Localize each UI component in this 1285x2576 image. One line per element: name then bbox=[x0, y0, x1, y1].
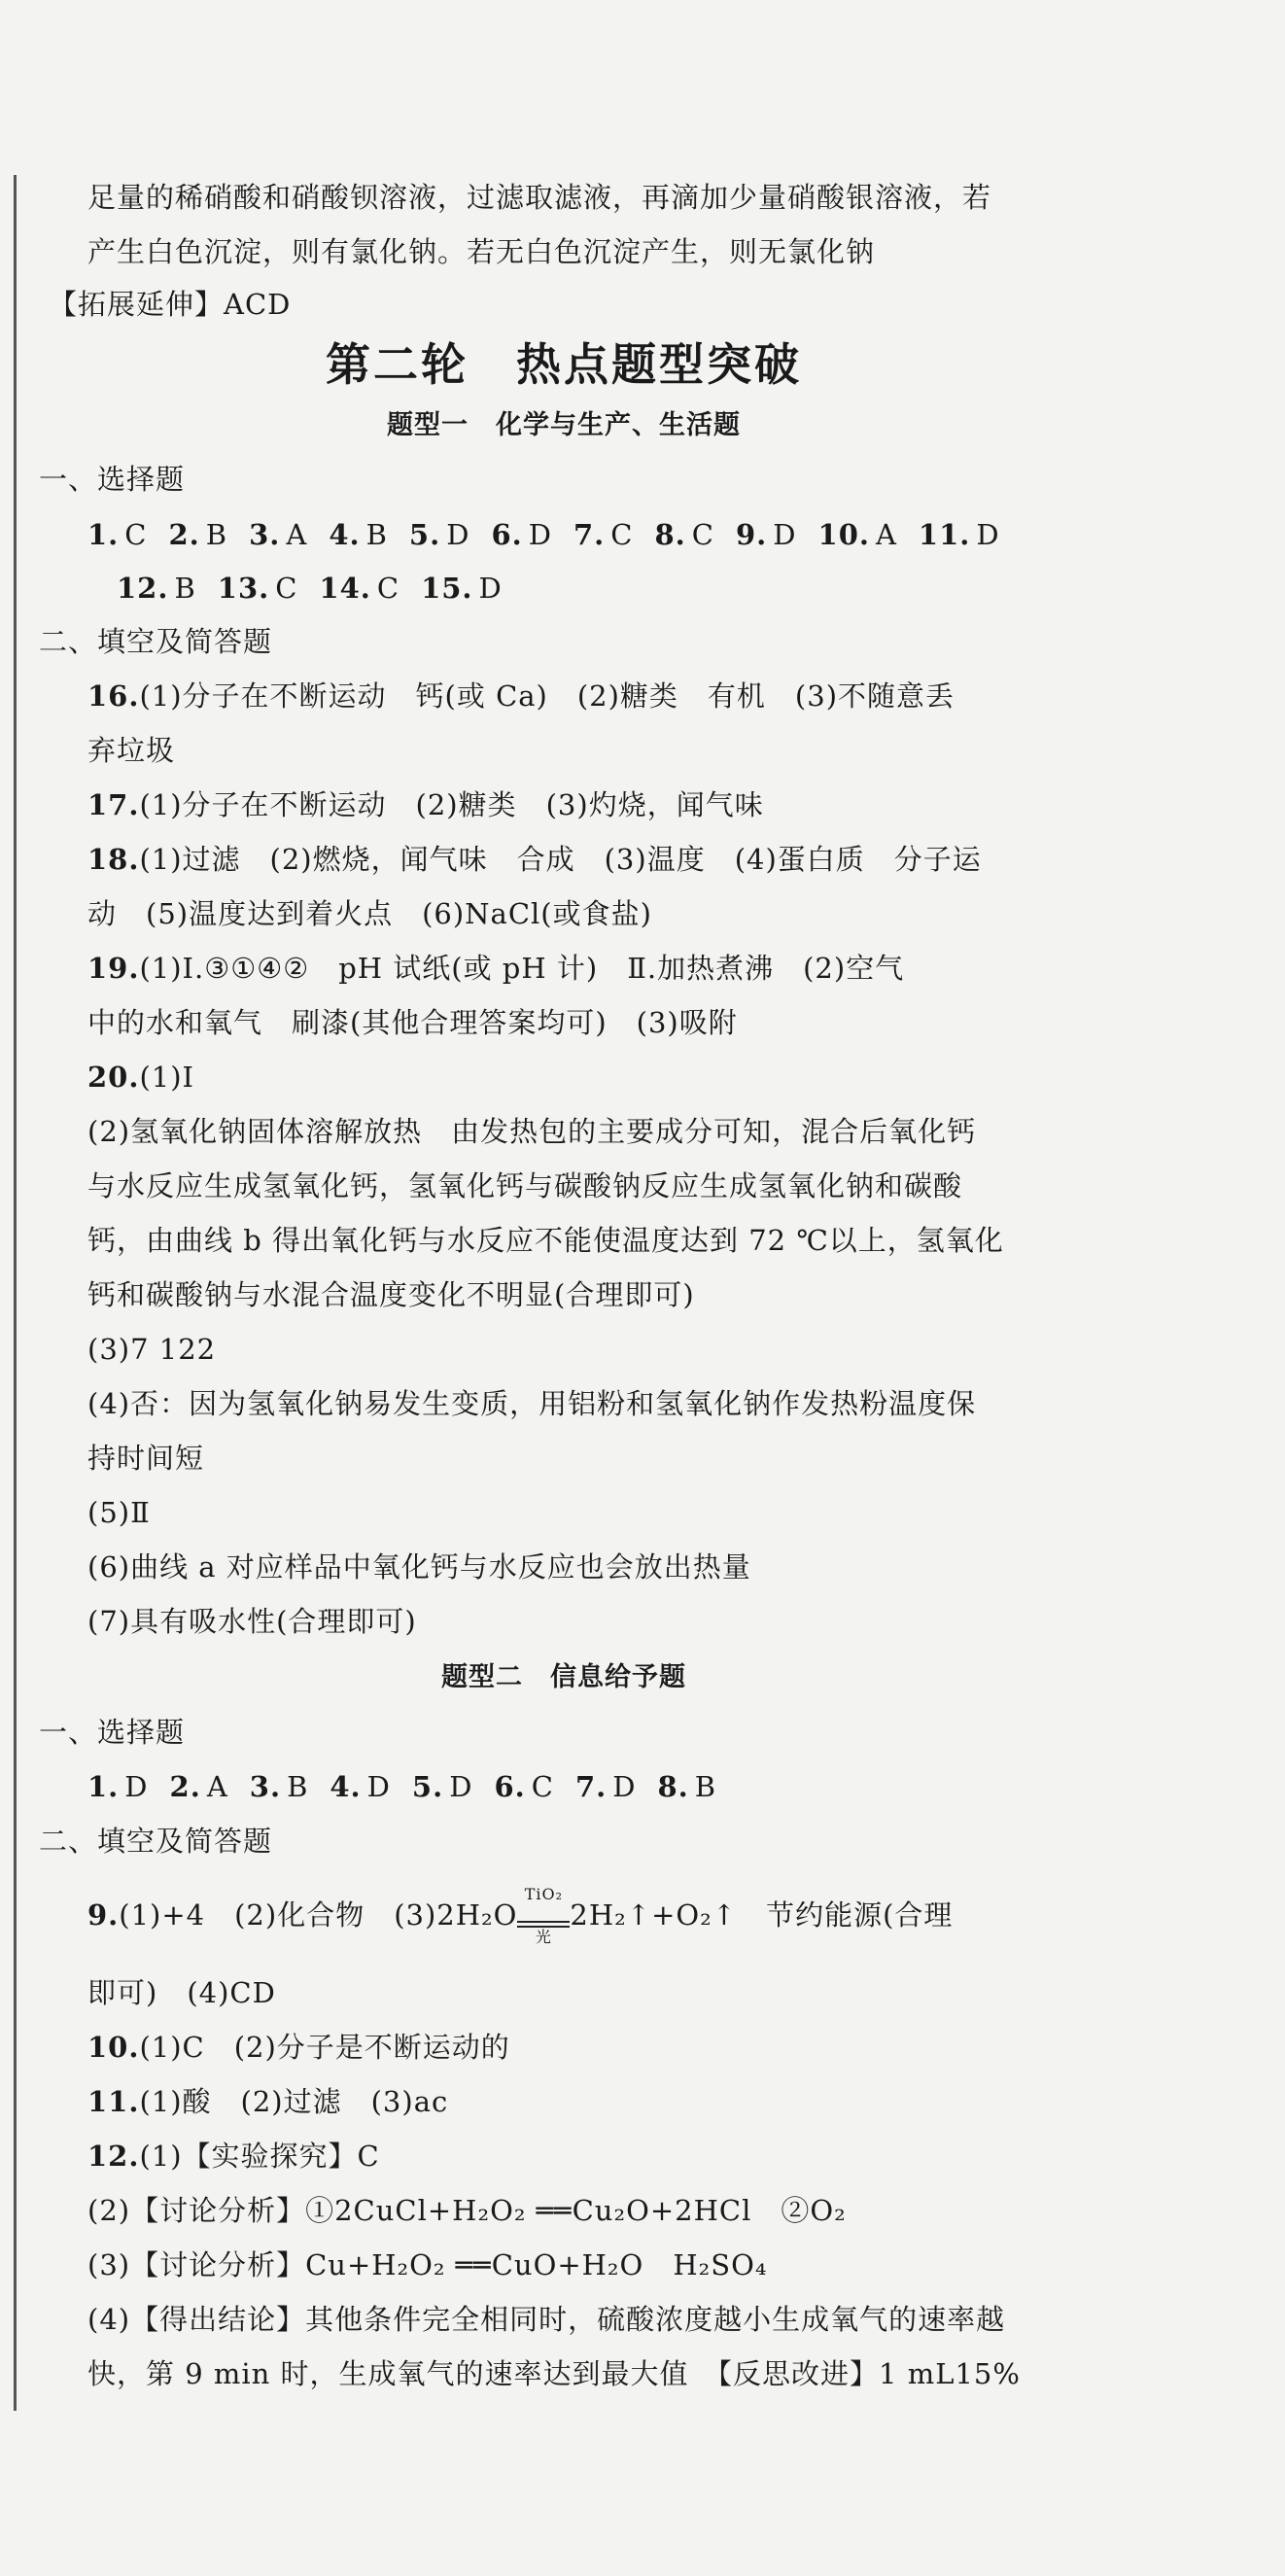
q16-line-2: 弃垃圾 bbox=[87, 734, 176, 767]
round-title: 第二轮 热点题型突破 bbox=[326, 338, 802, 391]
q12-number: 12. bbox=[87, 2140, 140, 2173]
choice-letter: A bbox=[875, 518, 897, 551]
choice-number: 2. bbox=[168, 518, 200, 551]
choice-number: 11. bbox=[918, 518, 971, 551]
q12-part2: (2)【讨论分析】①2CuCl+H₂O₂ ══Cu₂O+2HCl ②O₂ bbox=[87, 2194, 847, 2227]
choice-answer bbox=[818, 515, 897, 554]
choice-letter: C bbox=[610, 518, 634, 551]
choice-answer bbox=[168, 515, 227, 554]
type2-title: 题型二 信息给予题 bbox=[441, 1662, 686, 1692]
choice-number: 12. bbox=[117, 572, 169, 605]
choice-number: 2. bbox=[169, 1770, 201, 1803]
choice-number: 6. bbox=[491, 518, 523, 551]
q9-text-post: 2H₂↑+O₂↑ 节约能源(合理 bbox=[570, 1898, 954, 1932]
q19-number: 19. bbox=[87, 952, 140, 985]
q10-line bbox=[87, 2028, 1069, 2067]
q18-line-2: 动 (5)温度达到着火点 (6)NaCl(或食盐) bbox=[87, 897, 652, 930]
q20-part4-line2: 持时间短 bbox=[87, 1442, 205, 1475]
margin-rule bbox=[14, 175, 17, 2411]
choice-letter: D bbox=[449, 1770, 473, 1803]
q11-number: 11. bbox=[87, 2085, 140, 2118]
q20-part2-line2: 与水反应生成氢氧化钙，氢氧化钙与碳酸钠反应生成氢氧化钠和碳酸 bbox=[87, 1169, 963, 1202]
light-label: 光 bbox=[535, 1927, 552, 1946]
q20-part2-line3: 钙，由曲线 b 得出氧化钙与水反应不能使温度达到 72 ℃以上，氢氧化 bbox=[87, 1224, 1004, 1257]
choice-answer bbox=[117, 569, 196, 608]
choice-letter: D bbox=[124, 1770, 149, 1803]
choice-letter: D bbox=[366, 1770, 391, 1803]
choice-answer bbox=[654, 515, 713, 554]
q20-part3: (3)7 122 bbox=[87, 1333, 217, 1366]
q12-line-1 bbox=[87, 2137, 1069, 2176]
choice-number: 14. bbox=[319, 572, 371, 605]
choice-answer bbox=[491, 515, 552, 554]
choice-answer bbox=[573, 515, 633, 554]
choice-number: 10. bbox=[817, 518, 870, 551]
q20-part6: (6)曲线 a 对应样品中氧化钙与水反应也会放出热量 bbox=[87, 1550, 751, 1584]
type1-choices-row1 bbox=[87, 515, 1069, 554]
choice-letter: A bbox=[206, 1770, 228, 1803]
q10-number: 10. bbox=[87, 2031, 140, 2064]
type2-choice-heading: 一、选择题 bbox=[39, 1716, 186, 1749]
q20-part2-line1: (2)氢氧化钠固体溶解放热 由发热包的主要成分可知，混合后氧化钙 bbox=[87, 1115, 977, 1148]
choice-number: 7. bbox=[574, 1770, 608, 1803]
choice-number: 8. bbox=[657, 1770, 689, 1803]
choice-number: 9. bbox=[735, 518, 768, 551]
choice-number: 8. bbox=[654, 518, 686, 551]
q20-part1: (1)Ⅰ bbox=[139, 1061, 194, 1094]
q9-line-1 bbox=[87, 1884, 1069, 1946]
q20-line-1 bbox=[87, 1058, 1069, 1097]
choice-answer bbox=[575, 1767, 637, 1806]
q11-text: (1)酸 (2)过滤 (3)ac bbox=[139, 2085, 449, 2118]
choice-answer bbox=[170, 1767, 228, 1806]
choice-number: 4. bbox=[330, 1770, 362, 1803]
choice-number: 13. bbox=[217, 572, 270, 605]
q20-number: 20. bbox=[87, 1061, 140, 1094]
intro-line-1: 足量的稀硝酸和硝酸钡溶液，过滤取滤液，再滴加少量硝酸银溶液，若 bbox=[87, 181, 992, 214]
q17-line bbox=[87, 785, 1069, 824]
type1-choice-heading: 一、选择题 bbox=[39, 463, 186, 496]
choice-answer bbox=[87, 1767, 149, 1806]
choice-answer bbox=[250, 1767, 309, 1806]
choice-answer bbox=[658, 1767, 717, 1806]
choice-letter: C bbox=[531, 1770, 554, 1803]
q20-part7: (7)具有吸水性(合理即可) bbox=[87, 1605, 417, 1638]
q20-part4-line1: (4)否：因为氢氧化钠易发生变质，用铝粉和氢氧化钠作发热粉温度保 bbox=[87, 1387, 977, 1420]
choice-letter: B bbox=[205, 518, 228, 551]
choice-answer bbox=[249, 515, 307, 554]
q20-part2-line4: 钙和碳酸钠与水混合温度变化不明显(合理即可) bbox=[87, 1278, 695, 1311]
choice-answer bbox=[409, 515, 470, 554]
q12-part1: (1)【实验探究】C bbox=[139, 2140, 380, 2173]
choice-letter: C bbox=[376, 572, 400, 605]
reaction-condition bbox=[517, 1884, 570, 1946]
q17-text: (1)分子在不断运动 (2)糖类 (3)灼烧，闻气味 bbox=[139, 788, 764, 821]
choice-answer bbox=[494, 1767, 553, 1806]
choice-letter: B bbox=[174, 572, 196, 605]
q11-line bbox=[87, 2082, 1069, 2121]
choice-number: 4. bbox=[329, 518, 361, 551]
q18-text: (1)过滤 (2)燃烧，闻气味 合成 (3)温度 (4)蛋白质 分子运 bbox=[139, 843, 982, 876]
type1-title: 题型一 化学与生产、生活题 bbox=[387, 410, 741, 440]
choice-letter: C bbox=[124, 518, 148, 551]
choice-letter: B bbox=[287, 1770, 309, 1803]
q18-line-1 bbox=[87, 840, 1069, 879]
intro-line-2: 产生白色沉淀，则有氯化钠。若无白色沉淀产生，则无氯化钠 bbox=[87, 235, 876, 268]
q9-number: 9. bbox=[87, 1898, 120, 1932]
q18-number: 18. bbox=[87, 843, 140, 876]
choice-answer bbox=[736, 515, 797, 554]
q12-part3: (3)【讨论分析】Cu+H₂O₂ ══CuO+H₂O H₂SO₄ bbox=[87, 2248, 768, 2281]
choice-number: 6. bbox=[494, 1770, 526, 1803]
q9-text-pre: (1)+4 (2)化合物 (3)2H₂O bbox=[119, 1898, 518, 1932]
q12-part4-line1: (4)【得出结论】其他条件完全相同时，硫酸浓度越小生成氧气的速率越 bbox=[87, 2303, 1006, 2336]
q20-part5: (5)Ⅱ bbox=[87, 1496, 151, 1529]
choice-number: 1. bbox=[87, 1770, 120, 1803]
q19-line-2: 中的水和氧气 刷漆(其他合理答案均可) (3)吸附 bbox=[87, 1006, 738, 1039]
choice-letter: A bbox=[286, 518, 308, 551]
choice-answer bbox=[421, 569, 503, 608]
choice-answer bbox=[319, 569, 399, 608]
equals-sign bbox=[517, 1921, 570, 1928]
type2-choices-row bbox=[87, 1767, 1069, 1806]
q10-text: (1)C (2)分子是不断运动的 bbox=[139, 2031, 510, 2064]
choice-letter: C bbox=[691, 518, 714, 551]
type1-fill-heading: 二、填空及简答题 bbox=[39, 625, 273, 658]
choice-letter: D bbox=[528, 518, 552, 551]
choice-letter: D bbox=[773, 518, 797, 551]
q16-number: 16. bbox=[87, 679, 140, 713]
choice-letter: D bbox=[478, 572, 503, 605]
type2-fill-heading: 二、填空及简答题 bbox=[39, 1825, 273, 1858]
q16-line-1 bbox=[87, 677, 1069, 715]
choice-letter: D bbox=[612, 1770, 637, 1803]
q19-line-1 bbox=[87, 949, 1069, 988]
choice-number: 5. bbox=[408, 518, 441, 551]
choice-number: 7. bbox=[573, 518, 606, 551]
choice-answer bbox=[87, 515, 147, 554]
choice-answer bbox=[919, 515, 1000, 554]
q17-number: 17. bbox=[87, 788, 140, 821]
choice-number: 1. bbox=[87, 518, 120, 551]
choice-number: 5. bbox=[411, 1770, 444, 1803]
q12-part4-line2: 快，第 9 min 时，生成氧气的速率达到最大值 【反思改进】1 mL15% bbox=[87, 2357, 1021, 2390]
q16-text: (1)分子在不断运动 钙(或 Ca) (2)糖类 有机 (3)不随意丢 bbox=[139, 679, 955, 713]
choice-answer bbox=[412, 1767, 473, 1806]
q19-text: (1)Ⅰ.③①④② pH 试纸(或 pH 计) Ⅱ.加热煮沸 (2)空气 bbox=[139, 952, 905, 985]
choice-letter: B bbox=[694, 1770, 717, 1803]
choice-number: 15. bbox=[421, 572, 473, 605]
type1-choices-row2 bbox=[117, 569, 1098, 608]
extension-answer: 【拓展延伸】ACD bbox=[49, 288, 292, 321]
choice-answer bbox=[330, 1767, 391, 1806]
choice-letter: C bbox=[275, 572, 298, 605]
choice-number: 3. bbox=[249, 518, 281, 551]
choice-answer bbox=[218, 569, 298, 608]
choice-letter: D bbox=[976, 518, 1000, 551]
choice-answer bbox=[329, 515, 388, 554]
choice-letter: B bbox=[365, 518, 388, 551]
choice-letter: D bbox=[446, 518, 470, 551]
choice-number: 3. bbox=[249, 1770, 282, 1803]
catalyst-label: TiO₂ bbox=[524, 1884, 564, 1903]
q9-line-2: 即可) (4)CD bbox=[87, 1976, 276, 2009]
